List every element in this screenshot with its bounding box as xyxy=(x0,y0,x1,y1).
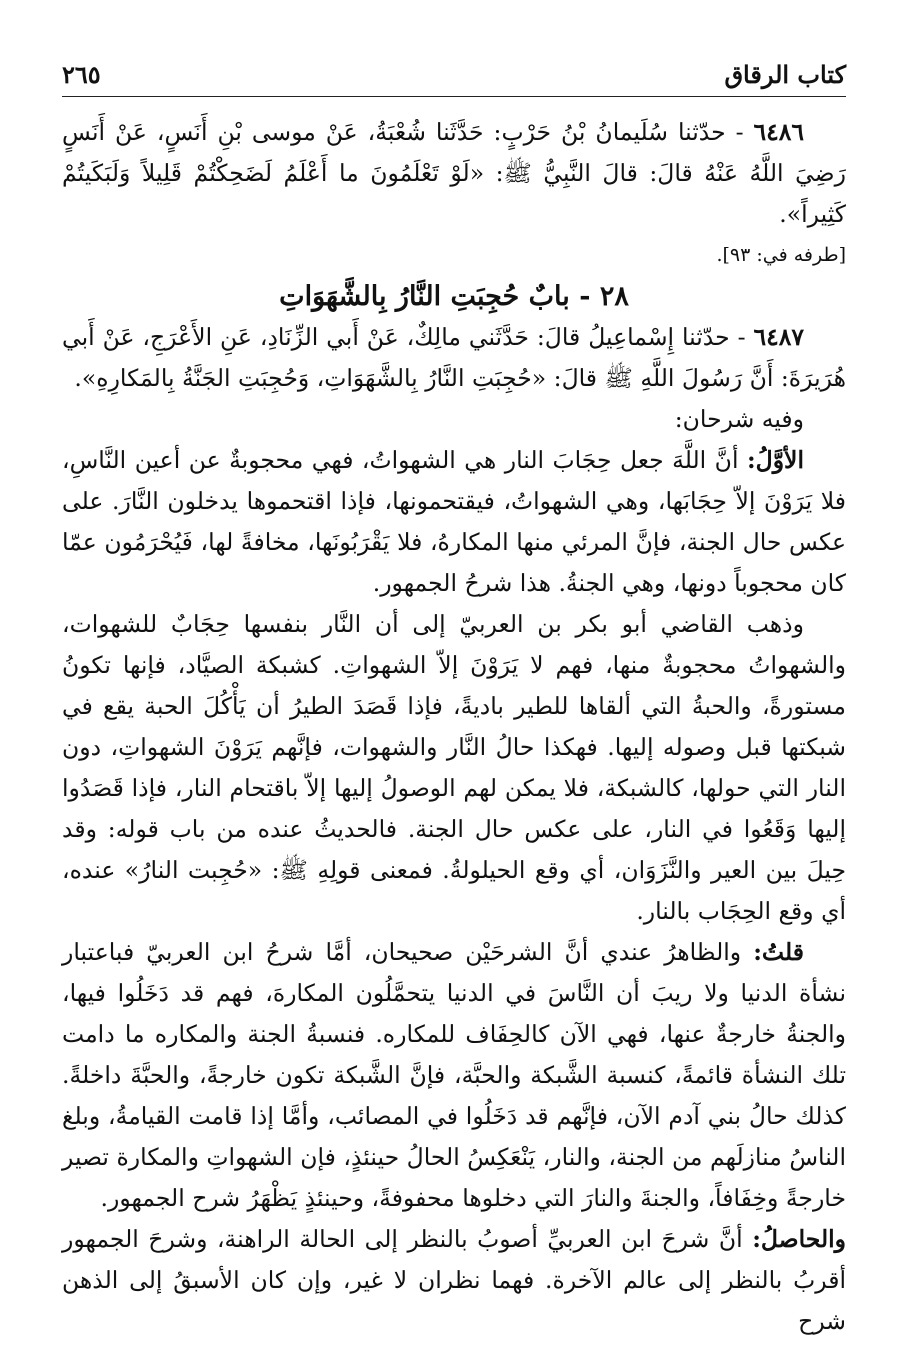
hadith-reference: [طرفه في: ٩٣]. xyxy=(716,244,846,266)
book-title: كتاب الرقاق xyxy=(724,59,846,89)
paragraph-text: والظاهرُ عندي أنَّ الشرحَيْن صحيحان، أمَّا شرحُ ابن العربيّ فباعتبار نشأة الدنيا ولا ريبَ أن النَّاسَ في الدنيا يتحمَّلُون المكارهَ، فهم قد دَخَلُوا فيها، والجنةُ خارجةٌ عنها، فهي الآن كالحِفَاف للمكاره. فنسبةُ الجنة والمكاره ما دامت تلك النشأة قائمةً، كنسبة الشَّبكة والحبَّة، فإنَّ الشَّبكة تكون خارجةً، والحبَّةَ داخلةً. كذلك حالُ بني آدم الآن، فإنَّهم قد دَخَلُوا في المصائب، وأمَّا إذا قامت القيامةُ، وبلغ الناسُ منازلَهم من الجنة، والنار، يَنْعَكِسُ الحالُ حينئذٍ، فإن الشهواتِ والمكارة تصير خارجةً وخِفَافاً، والجنةَ والنارَ التي دخلوها محفوفةً، وحينئذٍ يَظْهَرُ شرح الجمهور. xyxy=(62,938,846,1212)
section-label: الأوَّلُ: xyxy=(746,446,804,474)
section-label: والحاصلُ: xyxy=(752,1225,846,1253)
chapter-heading: ٢٨ - بابٌ حُجِبَتِ النَّارُ بِالشَّهَوَاتِ xyxy=(279,281,629,312)
commentary-first xyxy=(62,440,846,604)
hadith-6487 xyxy=(62,317,846,399)
hadith-text: - حدّثنا إِسْماعِيلُ قالَ: حَدَّثَني مالِكٌ، عَنْ أَبي الزِّنَادِ، عَنِ الأَعْرَجِ، عَنْ أَبي هُرَيرَةَ: أَنَّ رَسُولَ اللَّهِ ﷺ قالَ: «حُجِبَتِ النَّارُ بِالشَّهَوَاتِ، وَحُجِبَتِ الجَنَّةُ بِالمَكارِهِ». xyxy=(62,323,846,392)
hadith-text: - حدّثنا سُلَيمانُ بْنُ حَرْبٍ: حَدَّثَنا شُعْبَةُ، عَنْ موسى بْنِ أَنَسٍ، عَنْ أَنَسٍ رَضِيَ اللَّهُ عَنْهُ قالَ: قالَ النَّبِيُّ ﷺ: «لَوْ تَعْلَمُونَ ما أَعْلَمُ لَضَحِكْتُمْ قَلِيلاً وَلَبَكَيتُمْ كَثِيراً». xyxy=(62,118,846,228)
page-number: ٢٦٥ xyxy=(62,59,101,89)
hadith-6486 xyxy=(62,112,846,235)
commentary-intro: وفيه شرحان: xyxy=(674,405,804,433)
paragraph-text: أنَّ شرحَ ابن العربيِّ أصوبُ بالنظر إلى الحالة الراهنة، وشرحَ الجمهور أقربُ بالنظر إلى عالم الآخرة. فهما نظران لا غير، وإن كان الأسبقُ إلى الذهن شرح xyxy=(62,1225,846,1335)
page-header xyxy=(62,52,846,97)
page-body xyxy=(62,112,846,1342)
commentary-second: وذهب القاضي أبو بكر بن العربيّ إلى أن النَّار بنفسها حِجَابٌ للشهوات، والشهواتُ محجوبةٌ منها، فهم لا يَرَوْنَ إلاّ الشهواتِ. كشبكة الصيَّاد، فإنها تكونُ مستورةً، والحبةُ التي ألقاها للطير باديةً، فإذا قَصَدَ الطيرُ أن يَأْكُلَ الحبة يقع في شبكتها قبل وصوله إليها. فهكذا حالُ النَّار والشهوات، فإنَّهم يَرَوْنَ الشهواتِ، دون النار التي حولها، كالشبكة، فلا يمكن لهم الوصولُ إليها إلاّ باقتحام النار، فإذا قَصَدُوا إليها وَقَعُوا في النار، على عكس حال الجنة. فالحديثُ عنده من باب قوله: وقد حِيلَ بين العير والنَّزَوَان، أي وقع الحيلولةُ. فمعنى قولِهِ ﷺ: «حُجِبت النارُ» عنده، أي وقع الحِجَاب بالنار. xyxy=(62,610,846,925)
section-label: قلتُ: xyxy=(753,938,804,966)
paragraph-text: أنَّ اللَّهَ جعل حِجَابَ النار هي الشهواتُ، فهي محجوبةٌ عن أعين النَّاسِ، فلا يَرَوْنَ إلاّ حِجَابَها، وهي الشهواتُ، فيقتحمونها، فإذا اقتحموها يدخلون النَّارَ. على عكس حال الجنة، فإنَّ المرئي منها المكارهُ، فلا يَقْرَبُونَها، مخافةً لها، فَيُحْرَمُون عمّا كان محجوباً دونها، وهي الجنةُ. هذا شرحُ الجمهور. xyxy=(62,446,846,597)
hadith-number: ٦٤٨٧ xyxy=(753,323,804,351)
commentary-qultu xyxy=(62,932,846,1219)
hadith-number: ٦٤٨٦ xyxy=(753,118,804,146)
commentary-hasil xyxy=(62,1219,846,1342)
